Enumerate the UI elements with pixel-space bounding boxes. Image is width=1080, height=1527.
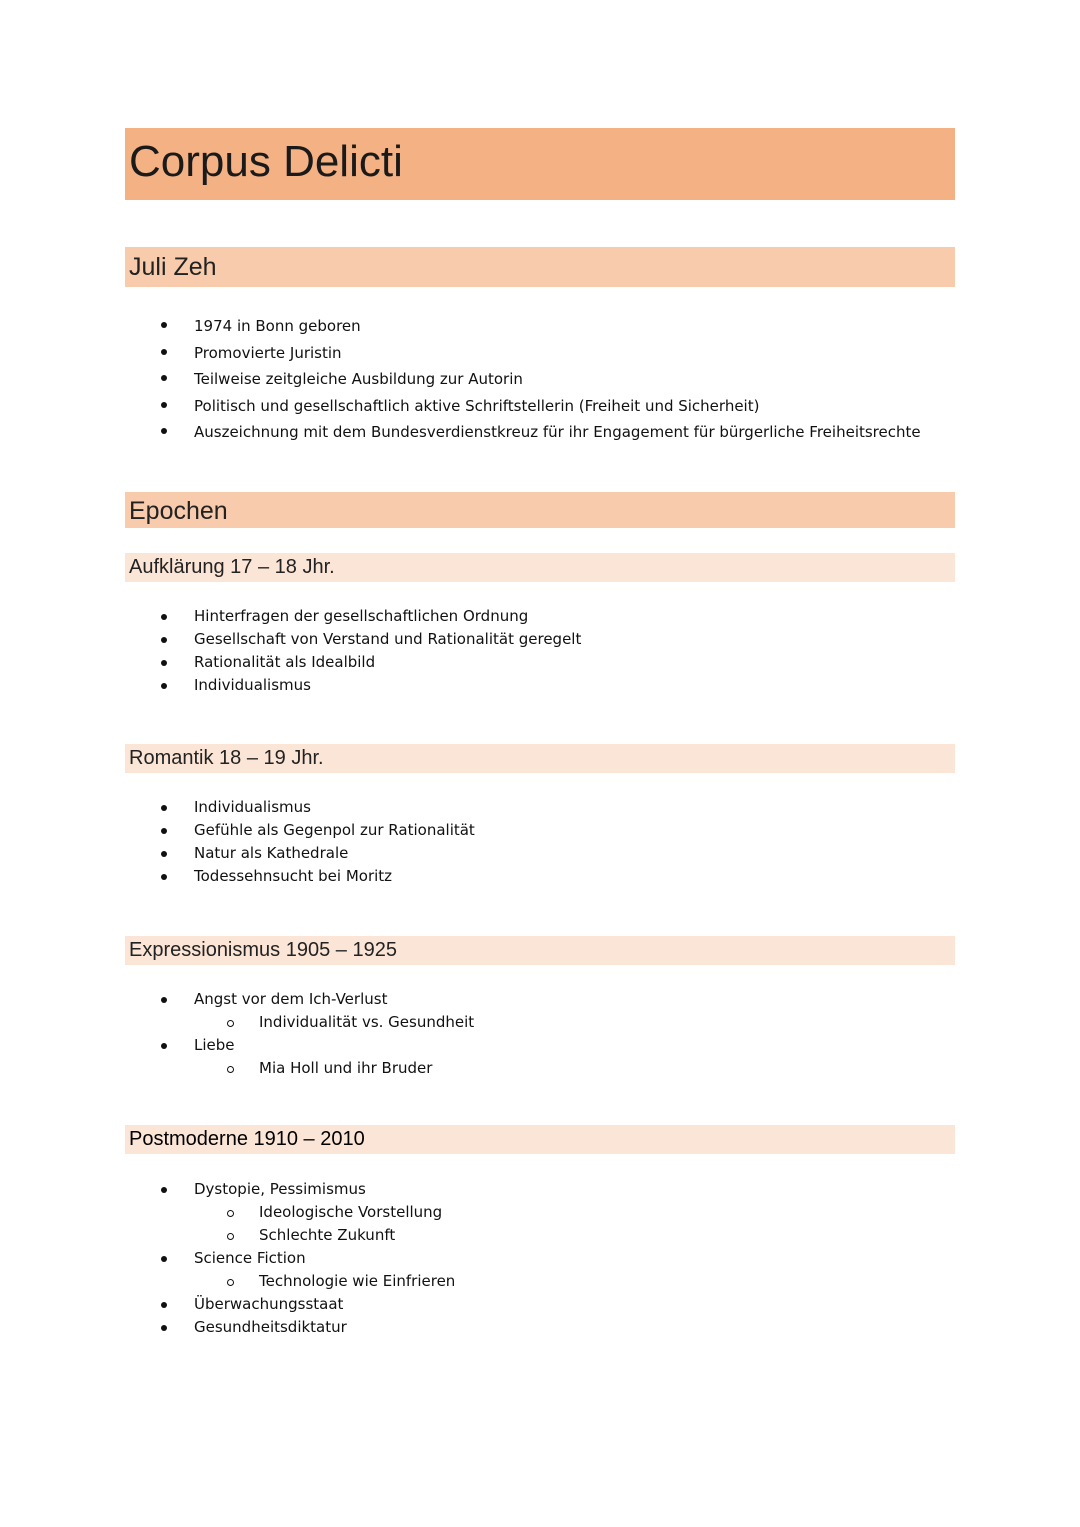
bullet-icon	[161, 660, 167, 666]
list-item: Überwachungsstaat	[0, 1293, 455, 1316]
aufklaerung-list	[0, 605, 581, 697]
list-item: Individualismus	[0, 796, 475, 819]
bullet-icon	[161, 1256, 167, 1262]
bullet-icon	[161, 322, 167, 328]
list-item: Science Fiction	[0, 1247, 455, 1270]
list-item: Promovierte Juristin	[0, 340, 921, 367]
bullet-icon	[161, 1325, 167, 1331]
bullet-icon	[161, 349, 167, 355]
list-item: Gefühle als Gegenpol zur Rationalität	[0, 819, 475, 842]
list-item: Auszeichnung mit dem Bundesverdienstkreuz für ihr Engagement für bürgerliche Freiheitsrechte	[0, 419, 921, 446]
sub-list-item: Individualität vs. Gesundheit	[0, 1011, 474, 1034]
subsection-heading-romantik: Romantik 18 – 19 Jhr.	[125, 744, 955, 773]
circle-bullet-icon	[227, 1233, 234, 1240]
bullet-icon	[161, 637, 167, 643]
expressionismus-list	[0, 988, 474, 1080]
section-heading-author: Juli Zeh	[125, 247, 955, 287]
list-item: Rationalität als Idealbild	[0, 651, 581, 674]
subsection-heading-postmoderne: Postmoderne 1910 – 2010	[125, 1125, 955, 1154]
bullet-icon	[161, 997, 167, 1003]
section-heading-epochen: Epochen	[125, 492, 955, 528]
romantik-list	[0, 796, 475, 888]
list-item: Todessehnsucht bei Moritz	[0, 865, 475, 888]
bullet-icon	[161, 1187, 167, 1193]
circle-bullet-icon	[227, 1279, 234, 1286]
postmoderne-list	[0, 1178, 455, 1339]
bullet-icon	[161, 614, 167, 620]
list-item: Teilweise zeitgleiche Ausbildung zur Autorin	[0, 366, 921, 393]
document-title: Corpus Delicti	[125, 128, 955, 200]
bullet-icon	[161, 375, 167, 381]
bullet-icon	[161, 851, 167, 857]
bullet-icon	[161, 683, 167, 689]
bullet-icon	[161, 1043, 167, 1049]
sub-list-item: Mia Holl und ihr Bruder	[0, 1057, 474, 1080]
list-item: Gesellschaft von Verstand und Rationalität geregelt	[0, 628, 581, 651]
list-item: Liebe	[0, 1034, 474, 1057]
sub-list-item: Schlechte Zukunft	[0, 1224, 455, 1247]
subsection-heading-aufklaerung: Aufklärung 17 – 18 Jhr.	[125, 553, 955, 582]
bullet-icon	[161, 874, 167, 880]
list-item: Dystopie, Pessimismus	[0, 1178, 455, 1201]
bullet-icon	[161, 402, 167, 408]
list-item: Gesundheitsdiktatur	[0, 1316, 455, 1339]
list-item: Hinterfragen der gesellschaftlichen Ordnung	[0, 605, 581, 628]
bullet-icon	[161, 428, 167, 434]
list-item: Politisch und gesellschaftlich aktive Schriftstellerin (Freiheit und Sicherheit)	[0, 393, 921, 420]
bullet-icon	[161, 828, 167, 834]
bullet-icon	[161, 805, 167, 811]
list-item: Natur als Kathedrale	[0, 842, 475, 865]
list-item: Individualismus	[0, 674, 581, 697]
bullet-icon	[161, 1302, 167, 1308]
circle-bullet-icon	[227, 1066, 234, 1073]
sub-list-item: Technologie wie Einfrieren	[0, 1270, 455, 1293]
circle-bullet-icon	[227, 1210, 234, 1217]
sub-list-item: Ideologische Vorstellung	[0, 1201, 455, 1224]
circle-bullet-icon	[227, 1020, 234, 1027]
subsection-heading-expressionismus: Expressionismus 1905 – 1925	[125, 936, 955, 965]
list-item: Angst vor dem Ich-Verlust	[0, 988, 474, 1011]
author-facts-list	[0, 313, 921, 446]
list-item: 1974 in Bonn geboren	[0, 313, 921, 340]
